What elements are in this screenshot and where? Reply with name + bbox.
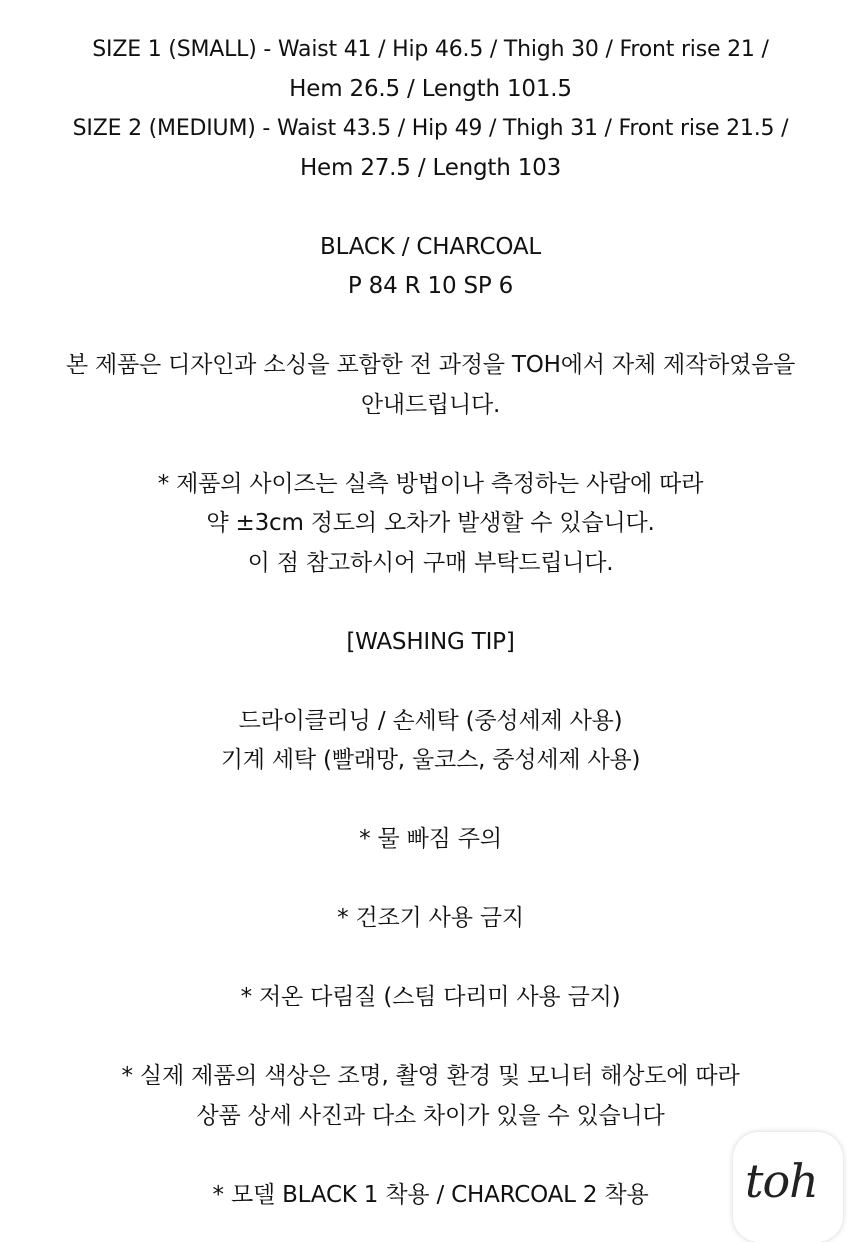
color-notice-line1: * 실제 제품의 색상은 조명, 촬영 환경 및 모니터 해상도에 따라	[121, 1063, 740, 1089]
spacer	[0, 583, 861, 623]
toh-logo-text: toh	[745, 1154, 818, 1208]
material-line: P 84 R 10 SP 6	[347, 273, 514, 299]
spacer	[0, 425, 861, 465]
washing-caution-1: * 물 빠짐 주의	[359, 826, 502, 852]
washing-caution-2: * 건조기 사용 금지	[337, 905, 524, 931]
color-notice-line2: 상품 상세 사진과 다소 차이가 있을 수 있습니다	[196, 1102, 665, 1129]
size2-line1: SIZE 2 (MEDIUM) - Waist 43.5 / Hip 49 / Thigh 31 / Front rise 21.5 /	[72, 116, 789, 141]
size1-line2: Hem 26.5 / Length 101.5	[289, 75, 572, 102]
spacer	[0, 860, 861, 900]
washing-line2: 기계 세탁 (빨래망, 울코스, 중성세제 사용)	[220, 747, 641, 773]
washing-caution-3: * 저온 다림질 (스팀 다리미 사용 금지)	[240, 984, 621, 1010]
spacer	[0, 307, 861, 347]
product-detail-text	[0, 30, 861, 1215]
size-notice-line2: 약 ±3cm 정도의 오차가 발생할 수 있습니다.	[206, 510, 655, 536]
production-notice-line1: 본 제품은 디자인과 소싱을 포함한 전 과정을 TOH에서 자체 제작하였음을	[65, 352, 796, 378]
spacer	[0, 781, 861, 821]
spacer	[0, 939, 861, 979]
model-line: * 모델 BLACK 1 착용 / CHARCOAL 2 착용	[212, 1181, 649, 1208]
spacer	[0, 662, 861, 702]
production-notice-line2: 안내드립니다.	[360, 391, 501, 418]
spacer	[0, 1136, 861, 1176]
size-notice-line1: * 제품의 사이즈는 실측 방법이나 측정하는 사람에 따라	[157, 470, 704, 497]
size-notice-line3: 이 점 참고하시어 구매 부탁드립니다.	[247, 549, 614, 576]
toh-logo-badge[interactable]	[733, 1132, 843, 1242]
washing-heading: [WASHING TIP]	[346, 628, 515, 655]
spacer	[0, 1018, 861, 1058]
size2-line2: Hem 27.5 / Length 103	[299, 154, 562, 181]
washing-line1: 드라이클리닝 / 손세탁 (중성세제 사용)	[238, 707, 623, 734]
spacer	[0, 188, 861, 228]
colors-line: BLACK / CHARCOAL	[320, 233, 541, 260]
size1-line1: SIZE 1 (SMALL) - Waist 41 / Hip 46.5 / Thigh 30 / Front rise 21 /	[92, 37, 769, 62]
